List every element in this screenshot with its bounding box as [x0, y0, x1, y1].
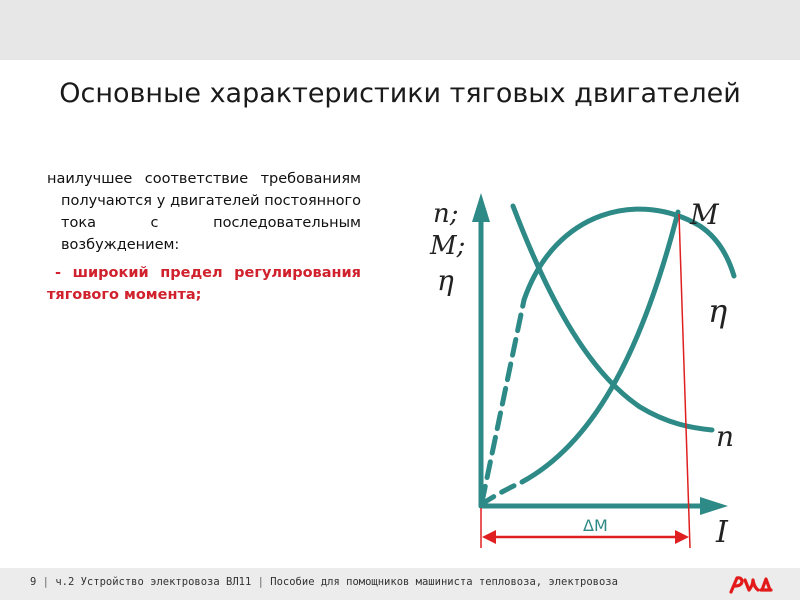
torque-curve	[522, 212, 678, 482]
top-bar	[0, 0, 800, 60]
curve-label-eta: η	[708, 292, 728, 330]
footer-text	[30, 576, 618, 588]
delta-label: ΔM	[583, 516, 608, 535]
slide-title: Основные характеристики тяговых двигателей	[59, 78, 741, 109]
y-axis-label-line3: η	[437, 264, 454, 297]
delta-marker-line	[679, 214, 690, 548]
x-axis-label: I	[716, 515, 728, 550]
curve-label-n: n	[716, 420, 735, 453]
highlight-text: - широкий предел регулирования тягового момента;	[47, 265, 361, 303]
footer-chapter: ч.2 Устройство электровоза ВЛ11	[55, 576, 252, 588]
y-axis-label-line2: M;	[430, 231, 466, 261]
delta-arrow-left	[482, 530, 496, 544]
delta-arrow-right	[675, 530, 689, 544]
efficiency-curve-dashed	[482, 300, 524, 502]
x-axis-arrow	[700, 497, 728, 515]
y-axis-arrow	[472, 193, 490, 222]
footer-separator: |	[42, 576, 56, 588]
rzd-logo	[728, 573, 774, 595]
curve-label-m: M	[690, 198, 719, 231]
footer-separator: |	[257, 576, 271, 588]
text-block	[47, 168, 361, 306]
page-number: 9	[30, 576, 37, 588]
y-axis-label-line1: n;	[433, 199, 459, 229]
footer-source: Пособие для помощников машиниста тепловоза, электровоза	[270, 576, 618, 588]
highlight-paragraph	[47, 262, 361, 306]
footer	[0, 568, 800, 600]
torque-curve-dashed	[482, 482, 522, 504]
characteristics-diagram	[420, 185, 770, 555]
description-paragraph: наилучшее соответствие требованиям получаются у двигателей постоянного тока с последовательным возбуждением:	[47, 171, 361, 253]
